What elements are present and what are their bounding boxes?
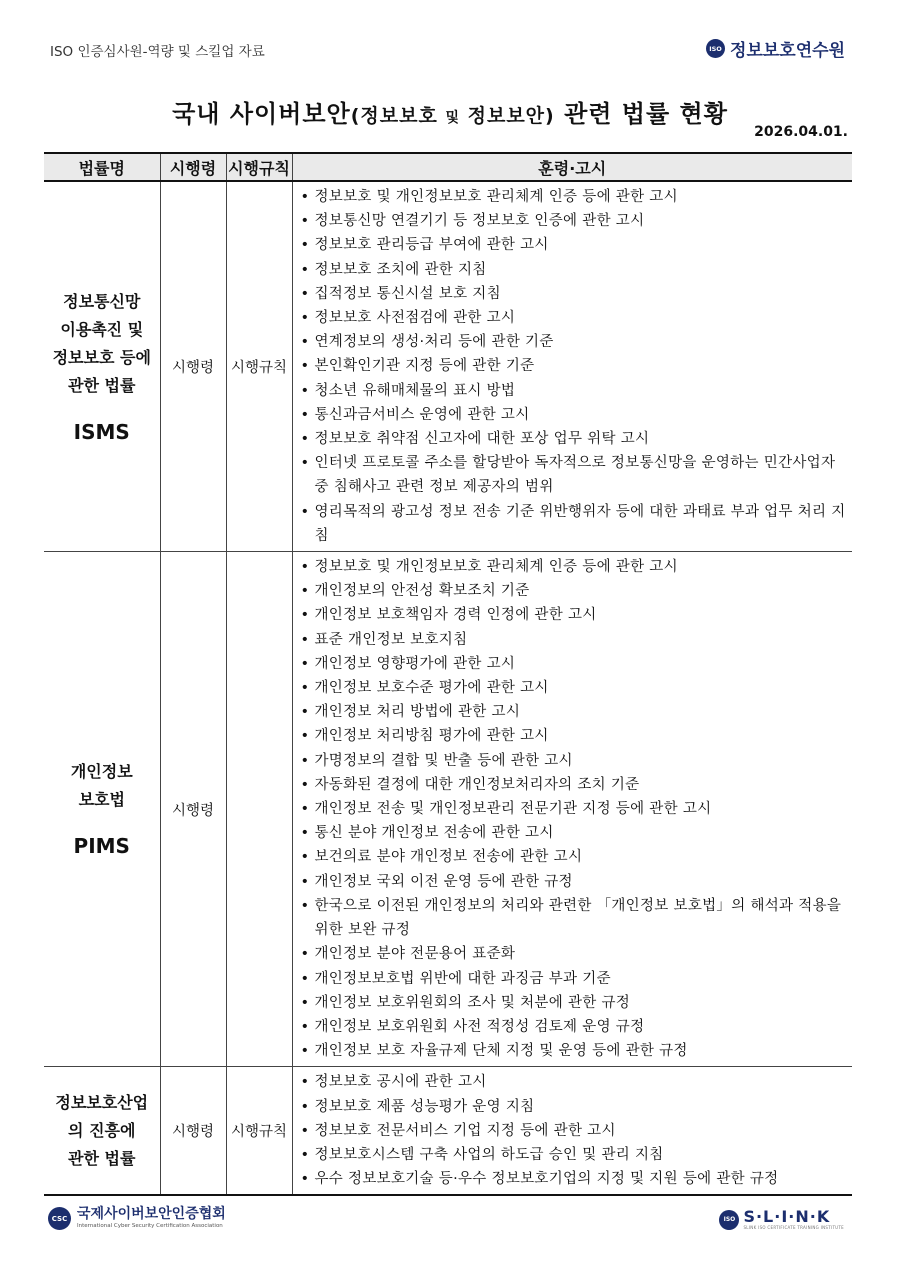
notice-text: 정보보호 관리등급 부여에 관한 고시 [314,237,549,254]
bullet-icon: • [300,1098,310,1115]
bullet-icon: • [300,382,310,399]
notice-item [301,603,849,627]
notice-item [301,427,849,451]
notice-item [301,1015,849,1039]
csc-logo-icon: CSC [48,1207,71,1230]
notice-item [301,967,849,991]
bullet-icon: • [300,1122,310,1139]
bullet-icon: • [300,559,310,576]
decree-cell: 시행령 [160,552,226,1067]
notice-item [301,700,849,724]
law-name-line: 이용촉진 및 [60,319,144,339]
bullet-icon: • [300,189,310,205]
law-name-line: 보호법 [78,790,125,810]
notice-text: 정보통신망 연결기기 등 정보보호 인증에 관한 고시 [314,213,645,230]
bullet-icon: • [300,970,310,987]
bullet-icon: • [300,334,310,351]
table-row [44,1067,852,1196]
notice-item [301,652,849,676]
bullet-icon: • [300,285,310,302]
notice-text: 정보보호 및 개인정보보호 관리체계 인증 등에 관한 고시 [314,559,678,576]
notice-text: 통신 분야 개인정보 전송에 관한 고시 [314,825,554,842]
bullet-icon: • [300,1074,310,1091]
col-header-decree: 시행령 [160,153,226,181]
notice-item [301,379,849,403]
notice-text: 개인정보 보호수준 평가에 관한 고시 [314,680,549,697]
notice-text: 정보보호 조치에 관한 지침 [314,261,487,278]
bullet-icon: • [300,752,310,769]
notice-text: 영리목적의 광고성 정보 전송 기준 위반행위자 등에 대한 과태료 부과 업무 처리 지침 [314,503,846,544]
header-document-label: ISO 인증심사원-역량 및 스킬업 자료 [50,44,265,60]
notice-item [301,403,849,427]
rules-cell: 시행규칙 [226,181,292,552]
bullet-icon: • [300,873,310,890]
notice-item [301,1119,849,1143]
notice-item [301,500,849,548]
association-english-name: International Cyber Security Certification Association [77,1223,223,1229]
notice-list [293,182,853,551]
law-table [44,152,852,1196]
decree-cell: 시행령 [160,181,226,552]
notice-item [301,1095,849,1119]
bullet-icon: • [300,213,310,230]
notice-item [301,579,849,603]
notice-text: 개인정보 보호책임자 경력 인정에 관한 고시 [314,607,597,624]
law-name-cell [44,552,160,1067]
iso-logo-icon: ISO [706,39,725,58]
notice-item [301,628,849,652]
col-header-notices: 훈령·고시 [292,153,852,181]
notice-item [301,724,849,748]
bullet-icon: • [300,261,310,278]
notice-text: 개인정보 영향평가에 관한 고시 [314,655,516,672]
notice-item [301,894,849,942]
bullet-icon: • [300,1043,310,1060]
notice-item [301,185,849,209]
org-brand [706,36,845,61]
notices-cell [292,552,852,1067]
notice-text: 본인확인기관 지정 등에 관한 기준 [314,358,535,375]
slink-subtitle: SLINK ISO CERTIFICATE TRAINING INSTITUTE [743,1225,844,1230]
bullet-icon: • [300,946,310,963]
notice-text: 개인정보의 안전성 확보조치 기준 [314,583,530,600]
bullet-icon: • [300,631,310,648]
table-header-row [44,153,852,181]
bullet-icon: • [300,849,310,866]
bullet-icon: • [300,704,310,721]
law-name-line: 관한 법률 [68,375,136,395]
bullet-icon: • [300,1171,310,1188]
notice-text: 개인정보 국외 이전 운영 등에 관한 규정 [314,873,573,890]
footer-slink [719,1209,844,1230]
law-name-line: 정보통신망 [63,291,141,311]
col-header-rules: 시행규칙 [226,153,292,181]
law-name-line: 정보보호 등에 [52,347,151,367]
bullet-icon: • [300,655,310,672]
bullet-icon: • [300,994,310,1011]
notice-text: 집적정보 통신시설 보호 지침 [314,285,501,302]
notice-text: 연계정보의 생성·처리 등에 관한 기준 [314,334,554,351]
notice-text: 정보보호 전문서비스 기업 지정 등에 관한 고시 [314,1122,616,1139]
bullet-icon: • [300,897,310,914]
notice-item [301,258,849,282]
notice-text: 보건의료 분야 개인정보 전송에 관한 고시 [314,849,583,866]
notice-text: 우수 정보보호기술 등·우수 정보보호기업의 지정 및 지원 등에 관한 규정 [314,1171,779,1188]
law-abbreviation: ISMS [73,419,130,444]
notice-item [301,354,849,378]
notice-text: 개인정보 전송 및 개인정보관리 전문기관 지정 등에 관한 고시 [314,801,712,818]
notice-item [301,676,849,700]
bullet-icon: • [300,406,310,423]
bullet-icon: • [300,801,310,818]
notice-text: 개인정보 처리 방법에 관한 고시 [314,704,521,721]
notice-text: 정보보호 제품 성능평가 운영 지침 [314,1098,535,1115]
rules-cell [226,552,292,1067]
notice-text: 정보보호시스템 구축 사업의 하도급 승인 및 관리 지침 [314,1146,664,1163]
bullet-icon: • [300,455,310,472]
notices-cell [292,1067,852,1196]
notice-text: 개인정보 분야 전문용어 표준화 [314,946,516,963]
notice-text: 통신과금서비스 운영에 관한 고시 [314,406,530,423]
notices-cell [292,181,852,552]
law-name-line: 개인정보 [70,762,133,782]
bullet-icon: • [300,1018,310,1035]
notice-text: 표준 개인정보 보호지침 [314,631,468,648]
notice-text: 한국으로 이전된 개인정보의 처리와 관련한 「개인정보 보호법」의 해석과 적용을 위한 보완 규정 [314,897,842,939]
law-name-cell [44,181,160,552]
notice-item [301,282,849,306]
bullet-icon: • [300,776,310,793]
table-row [44,552,852,1067]
notice-text: 개인정보 보호 자율규제 단체 지정 및 운영 등에 관한 규정 [314,1043,688,1060]
notice-text: 정보보호 공시에 관한 고시 [314,1074,487,1091]
org-name: 정보보호연수원 [730,41,845,61]
notice-text: 개인정보 보호위원회 사전 적정성 검토제 운영 규정 [314,1018,645,1035]
notice-item [301,233,849,257]
notice-item [301,1143,849,1167]
law-name-line: 정보보호산업 [55,1092,149,1112]
notice-item [301,1167,849,1191]
notice-item [301,1039,849,1063]
notice-item [301,821,849,845]
notice-text: 정보보호 취약점 신고자에 대한 포상 업무 위탁 고시 [314,431,650,448]
bullet-icon: • [300,237,310,254]
law-name-cell [44,1067,160,1196]
notice-item [301,555,849,579]
bullet-icon: • [300,825,310,842]
notice-item [301,870,849,894]
notice-text: 자동화된 결정에 대한 개인정보처리자의 조치 기준 [314,776,640,793]
notice-text: 개인정보보호법 위반에 대한 과징금 부과 기준 [314,970,611,987]
notice-text: 정보보호 사전점검에 관한 고시 [314,310,516,327]
bullet-icon: • [300,503,310,520]
slink-name: S·L·I·N·K [743,1207,831,1226]
notice-item [301,773,849,797]
notice-item [301,306,849,330]
bullet-icon: • [300,310,310,327]
bullet-icon: • [300,607,310,624]
decree-cell: 시행령 [160,1067,226,1196]
notice-item [301,942,849,966]
notice-item [301,209,849,233]
notice-item [301,991,849,1015]
slink-logo-icon: ISO [719,1210,739,1230]
notice-item [301,749,849,773]
page-title: 국내 사이버보안(정보보호 및 정보보안) 관련 법률 현황 [172,100,728,128]
notice-text: 정보보호 및 개인정보보호 관리체계 인증 등에 관한 고시 [314,189,678,205]
notice-item [301,330,849,354]
notice-list [293,1067,853,1194]
law-abbreviation: PIMS [73,834,130,859]
bullet-icon: • [300,358,310,375]
document-date: 2026.04.01. [754,124,848,140]
notice-text: 가명정보의 결합 및 반출 등에 관한 고시 [314,752,573,769]
bullet-icon: • [300,728,310,745]
notice-text: 개인정보 처리방침 평가에 관한 고시 [314,728,549,745]
notice-item [301,845,849,869]
notice-text: 개인정보 보호위원회의 조사 및 처분에 관한 규정 [314,994,631,1011]
rules-cell: 시행규칙 [226,1067,292,1196]
col-header-law: 법률명 [44,153,160,181]
notice-item [301,451,849,499]
bullet-icon: • [300,431,310,448]
bullet-icon: • [300,680,310,697]
law-name-line: 관한 법률 [68,1148,136,1168]
association-name: 국제사이버보안인증협회 [77,1206,226,1222]
notice-list [293,552,853,1066]
law-name-line: 의 진흥에 [68,1120,136,1140]
bullet-icon: • [300,583,310,600]
footer-association [48,1207,226,1230]
notice-item [301,797,849,821]
notice-text: 인터넷 프로토콜 주소를 할당받아 독자적으로 정보통신망을 운영하는 민간사업자 중 침해사고 관련 정보 제공자의 범위 [314,455,836,496]
notice-text: 청소년 유해매체물의 표시 방법 [314,382,516,399]
table-row [44,181,852,552]
notice-item [301,1070,849,1094]
bullet-icon: • [300,1146,310,1163]
